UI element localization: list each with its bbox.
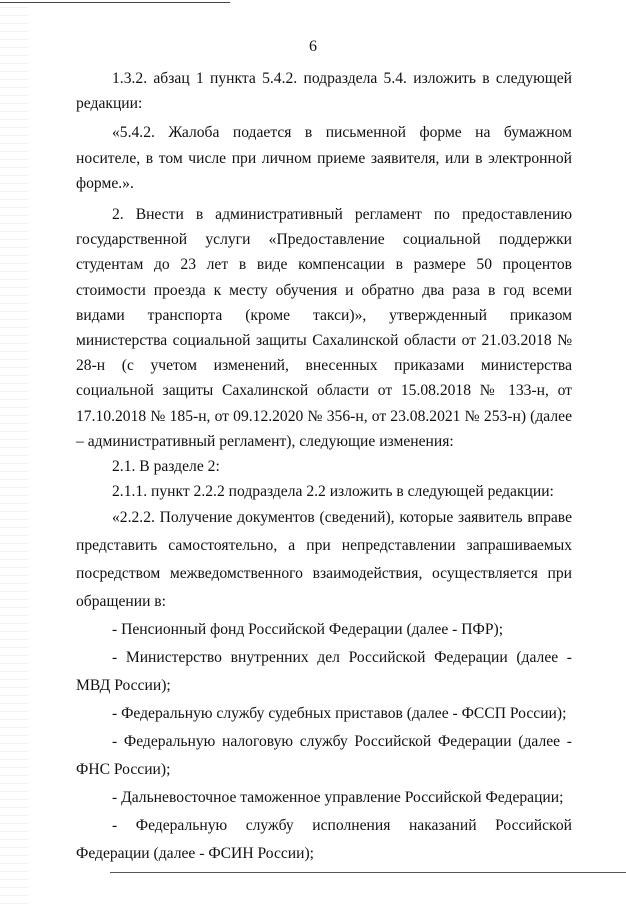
paragraph-2-amend: 2. Внести в административный регламент по предоставлению государственной услуги «Предоставление социальной поддержки студентам до 23 лет в виде компенсации в размере 50 процентов стоимости проезда к месту обучения и обратно два раза в год всеми видами транспорта (кроме такси)», утвержденный приказом министерства социальной защиты Сахалинской области от 21.03.2018 № 28-н (с учетом изменений, внесенных приказами министерства социальной защиты Сахалинской области от 15.08.2018 № 133-н, от 17.10.2018 № 185-н, от 09.12.2020 № 356-н, от 23.08.2021 № 253-н) (далее – административный регламент), следующие изменения: <box>76 206 572 450</box>
scan-bottom-line <box>110 872 626 873</box>
list-item-customs: - Дальневосточное таможенное управление Российской Федерации; <box>112 789 564 807</box>
list-item-mvd: - Министерство внутренних дел Российской Федерации (далее - МВД России); <box>76 649 572 695</box>
list-item-fns: - Федеральную налоговую службу Российской Федерации (далее - ФНС России); <box>76 733 572 779</box>
document-body <box>76 66 572 868</box>
scan-edge-shadow <box>0 0 28 905</box>
list-item-pfr: - Пенсионный фонд Российской Федерации (далее - ПФР); <box>112 621 504 639</box>
list-item-fssp: - Федеральную службу судебных приставов (далее - ФССП России); <box>112 705 567 723</box>
paragraph-2-1-1: 2.1.1. пункт 2.2.2 подраздела 2.2 изложить в следующей редакции: <box>112 483 554 501</box>
paragraph-2-1: 2.1. В разделе 2: <box>112 458 220 476</box>
list-item-fsin: - Федеральную службу исполнения наказаний Российской Федерации (далее - ФСИН России); <box>76 817 572 863</box>
page-number: 6 <box>309 38 317 55</box>
paragraph-5-4-2-quote: «5.4.2. Жалоба подается в письменной форме на бумажном носителе, в том числе при личном приеме заявителя, или в электронной форме.». <box>76 124 572 192</box>
paragraph-1-3-2: 1.3.2. абзац 1 пункта 5.4.2. подраздела 5.4. изложить в следующей редакции: <box>76 70 572 113</box>
scan-top-line <box>0 2 230 3</box>
paragraph-2-2-2-quote: «2.2.2. Получение документов (сведений), которые заявитель вправе представить самостоятельно, а при непредставлении запрашиваемых посредством межведомственного взаимодействия, осуществляется при обращении в: <box>76 509 572 611</box>
